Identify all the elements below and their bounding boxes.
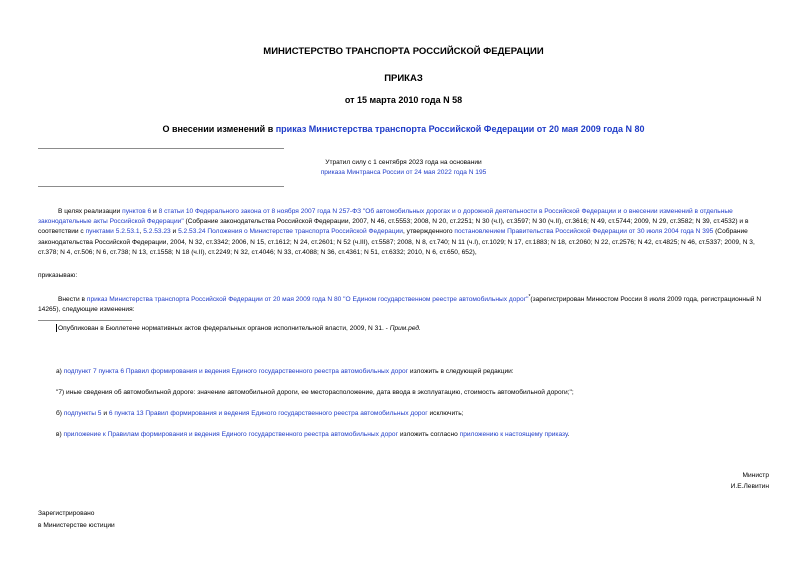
item-b: б) подпункты 5 и 6 пункта 13 Правил формирования и ведения Единого государственного реестра автомобильных дорог исключить; — [56, 410, 464, 417]
status-rule-top — [38, 148, 284, 149]
registration-block — [38, 508, 115, 532]
status-repeal-link[interactable]: приказа Минтранса России от 24 мая 2022 года N 195 — [320, 169, 487, 177]
footnote-note: Прим.ред. — [389, 325, 421, 332]
document-title — [0, 124, 807, 134]
date-number-heading: от 15 марта 2010 года N 58 — [344, 95, 463, 105]
preamble-paragraph: В целях реализации пунктов 6 и 8 статьи 10 Федерального закона от 8 ноября 2007 года N 257-ФЗ "Об автомобильных дорогах и о дорожной деятельности в Российской Федерации и о внесении изменений в отдельные законодательные акты Российской Федерации" (Собрание законодательства Российской Федерации, 2007, N 46, ст.5553; 2008, N 20, ст.2251; N 30 (ч.I), ст.3597; N 30 (ч.II), ст.3616; N 49, ст.5744; 2009, N 29, ст.3582; N 39, ст.4532) и в соответствии с пунктами 5.2.53.1, 5.2.53.23 и 5.2.53.24 Положения о Министерстве транспорта Российской Федерации, утвержденного постановлением Правительства Российской Федерации от 30 июля 2004 года N 395 (Собрание законодательства Российской Федерации, 2004, N 32, ст.3342; 2006, N 15, ст.1612; N 24, ст.2601; N 52 (ч.III), ст.5587; 2008, N 8, ст.740; N 11 (ч.I), ст.1029; N 17, ст.1883; N 18, ст.2060; N 22, ст.2576; N 42, ст.4825; N 46, ст.5337; 2009, N 3, ст.378; N 4, ст.506; N 6, ст.738; N 13, ст.1558; N 18 (ч.II), ст.2249; N 32, ст.4046; N 33, ст.4088; N 36, ст.4361; N 51, ст.6332; 2010, N 6, ст.650, 652), — [38, 208, 755, 256]
registration-line-2: в Министерстве юстиции — [38, 522, 115, 529]
status-block — [0, 158, 807, 179]
preamble-link-decree[interactable]: постановлением Правительства Российской Федерации от 30 июля 2004 года N 395 — [454, 228, 714, 236]
intro-order-link[interactable]: приказ Министерства транспорта Российской Федерации от 20 мая 2009 года N 80 "О Едином государственном реестре автомобильных дорог" — [86, 296, 529, 304]
item-c-link-2[interactable]: приложению к настоящему приказу — [459, 431, 568, 438]
item-a-link[interactable]: подпункт 7 пункта 6 Правил формирования и ведения Единого государственного реестра автомобильных дорог — [63, 368, 409, 375]
status-rule-bottom — [38, 186, 284, 187]
footnote-mark — [56, 324, 57, 332]
item-a-quote: "7) иные сведения об автомобильной дороге: значение автомобильной дороги, ее месторасположение, дата ввода в эксплуатацию, стоимость автомобильной дороги;"; — [56, 389, 574, 396]
footnote: Опубликован в Бюллетене нормативных актов федеральных органов исполнительной власти, 2009, N 31. - Прим.ред. — [58, 325, 421, 332]
item-c-link-1[interactable]: приложение к Правилам формирования и ведения Единого государственного реестра автомобильных дорог — [63, 431, 398, 438]
ordered-text: приказываю: — [38, 272, 78, 279]
preamble-link-law[interactable]: 8 статьи 10 Федерального закона от 8 ноября 2007 года N 257-ФЗ "Об автомобильных дорогах и о дорожной деятельности в Российской Федерации и о внесении изменений в отдельные законодательные акты Российской Федерации" — [38, 208, 733, 226]
item-b-link-2[interactable]: 6 пункта 13 Правил формирования и ведения Единого государственного реестра автомобильных дорог — [108, 410, 428, 417]
title-prefix: О внесении изменений в — [162, 124, 276, 134]
preamble-link-5-2-53-1[interactable]: пунктами 5.2.53.1 — [85, 228, 140, 236]
item-a: а) подпункт 7 пункта 6 Правил формирования и ведения Единого государственного реестра автомобильных дорог изложить в следующей редакции: — [56, 368, 514, 375]
signature-block — [731, 470, 769, 492]
intro-footnote-ref: * — [528, 294, 531, 300]
signature-role: Министр — [742, 472, 769, 479]
ministry-heading: МИНИСТЕРСТВО ТРАНСПОРТА РОССИЙСКОЙ ФЕДЕРАЦИИ — [263, 46, 544, 57]
doc-type-heading: ПРИКАЗ — [384, 73, 423, 84]
preamble-link-5-2-53-23[interactable]: 5.2.53.23 — [143, 228, 171, 236]
status-line-1: Утратил силу с 1 сентября 2023 года на основании — [325, 159, 482, 166]
preamble-link-p6[interactable]: пунктов 6 — [122, 208, 152, 215]
intro-paragraph: Внести в приказ Министерства транспорта Российской Федерации от 20 мая 2009 года N 80 "О Едином государственном реестре автомобильных дорог"*(зарегистрирован Минюстом России 8 июля 2009 года, регистрационный N 14265), следующие изменения: — [38, 294, 762, 314]
title-link[interactable]: приказ Министерства транспорта Российской Федерации от 20 мая 2009 года N 80 — [275, 124, 645, 134]
item-c: в) приложение к Правилам формирования и ведения Единого государственного реестра автомобильных дорог изложить согласно приложению к настоящему приказу. — [56, 431, 570, 438]
preamble-link-regulation[interactable]: 5.2.53.24 Положения о Министерстве транспорта Российской Федерации — [178, 228, 403, 236]
signature-name: И.Е.Левитин — [730, 483, 769, 490]
registration-line-1: Зарегистрировано — [38, 510, 95, 517]
item-b-link-1[interactable]: подпункты 5 — [63, 410, 102, 417]
footnote-rule — [38, 320, 132, 321]
